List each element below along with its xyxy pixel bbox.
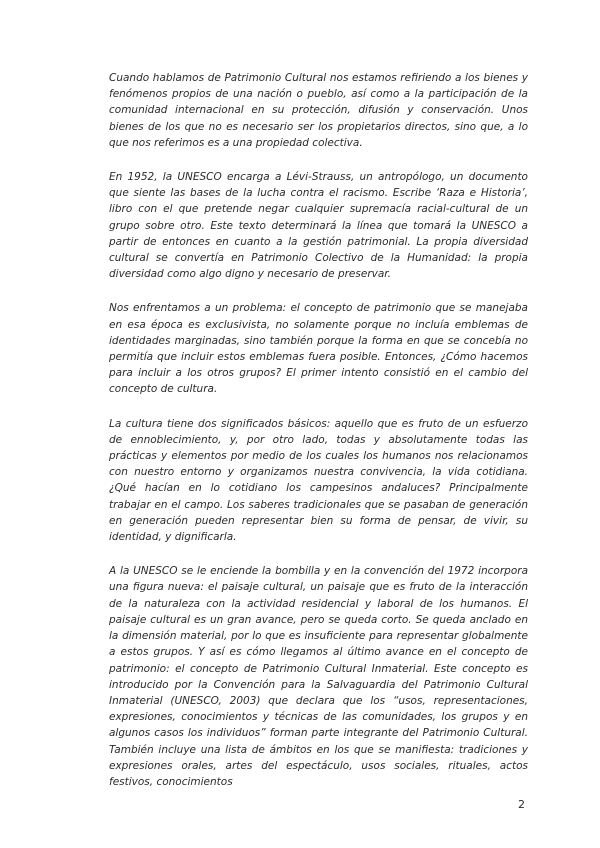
body-text	[109, 70, 528, 790]
paragraph-2: En 1952, la UNESCO encarga a Lévi-Strauss, un antropólogo, un documento que siente las bases de la lucha contra el racismo. Escribe ‘Raza e Historia’, libro con el que pretende negar cualquier supremacía racial-cultural de un grupo sobre otro. Este texto determinará la línea que tomará la UNESCO a partir de entonces en cuanto a la gestión patrimonial. La propia diversidad cultural se convertía en Patrimonio Colectivo de la Humanidad: la propia diversidad como algo digno y necesario de preservar.	[109, 171, 528, 281]
paragraph-1: Cuando hablamos de Patrimonio Cultural nos estamos refiriendo a los bienes y fenómenos propios de una nación o pueblo, así como a la participación de la comunidad internacional en su protección, difusión y conservación. Unos bienes de los que no es necesario ser los propietarios directos, sino que, a lo que nos referimos es a una propiedad colectiva.	[109, 72, 528, 149]
page-number: 2	[518, 798, 525, 811]
paragraph-4: La cultura tiene dos significados básicos: aquello que es fruto de un esfuerzo de ennoblecimiento, y, por otro lado, todas y absolutamente todas las prácticas y elementos por medio de los cuales los humanos nos relacionamos con nuestro entorno y organizamos nuestra convivencia, la vida cotidiana. ¿Qué hacían en lo cotidiano los campesinos andaluces? Principalmente trabajar en el campo. Los saberes tradicionales que se pasaban de generación en generación pueden representar bien su forma de pensar, de vivir, su identidad, y dignificarla.	[109, 417, 528, 544]
paragraph-3: Nos enfrentamos a un problema: el concepto de patrimonio que se manejaba en esa época es exclusivista, no solamente porque no incluía emblemas de identidades marginadas, sino también porque la forma en que se concebía no permitía que incluir estos emblemas fuera posible. Entonces, ¿Cómo hacemos para incluir a los otros grupos? El primer intento consistió en el cambio del concepto de cultura.	[109, 302, 528, 396]
paragraph-5: A la UNESCO se le enciende la bombilla y en la convención del 1972 incorpora una figura nueva: el paisaje cultural, un paisaje que es fruto de la interacción de la naturaleza con la actividad residencial y laboral de los humanos. El paisaje cultural es un gran avance, pero se queda corto. Se queda anclado en la dimensión material, por lo que es insuficiente para representar globalmente a estos grupos. Y así es cómo llegamos al último avance en el concepto de patrimonio: el concepto de Patrimonio Cultural Inmaterial. Este concepto es introducido por la Convención para la Salvaguardia del Patrimonio Cultural Inmaterial (UNESCO, 2003) que declara que los “usos, representaciones, expresiones, conocimientos y técnicas de las comunidades, los grupos y en algunos casos los individuos” forman parte integrante del Patrimonio Cultural. También incluye una lista de ámbitos en los que se manifiesta: tradiciones y expresiones orales, artes del espectáculo, usos sociales, rituales, actos festivos, conocimientos	[109, 565, 528, 788]
